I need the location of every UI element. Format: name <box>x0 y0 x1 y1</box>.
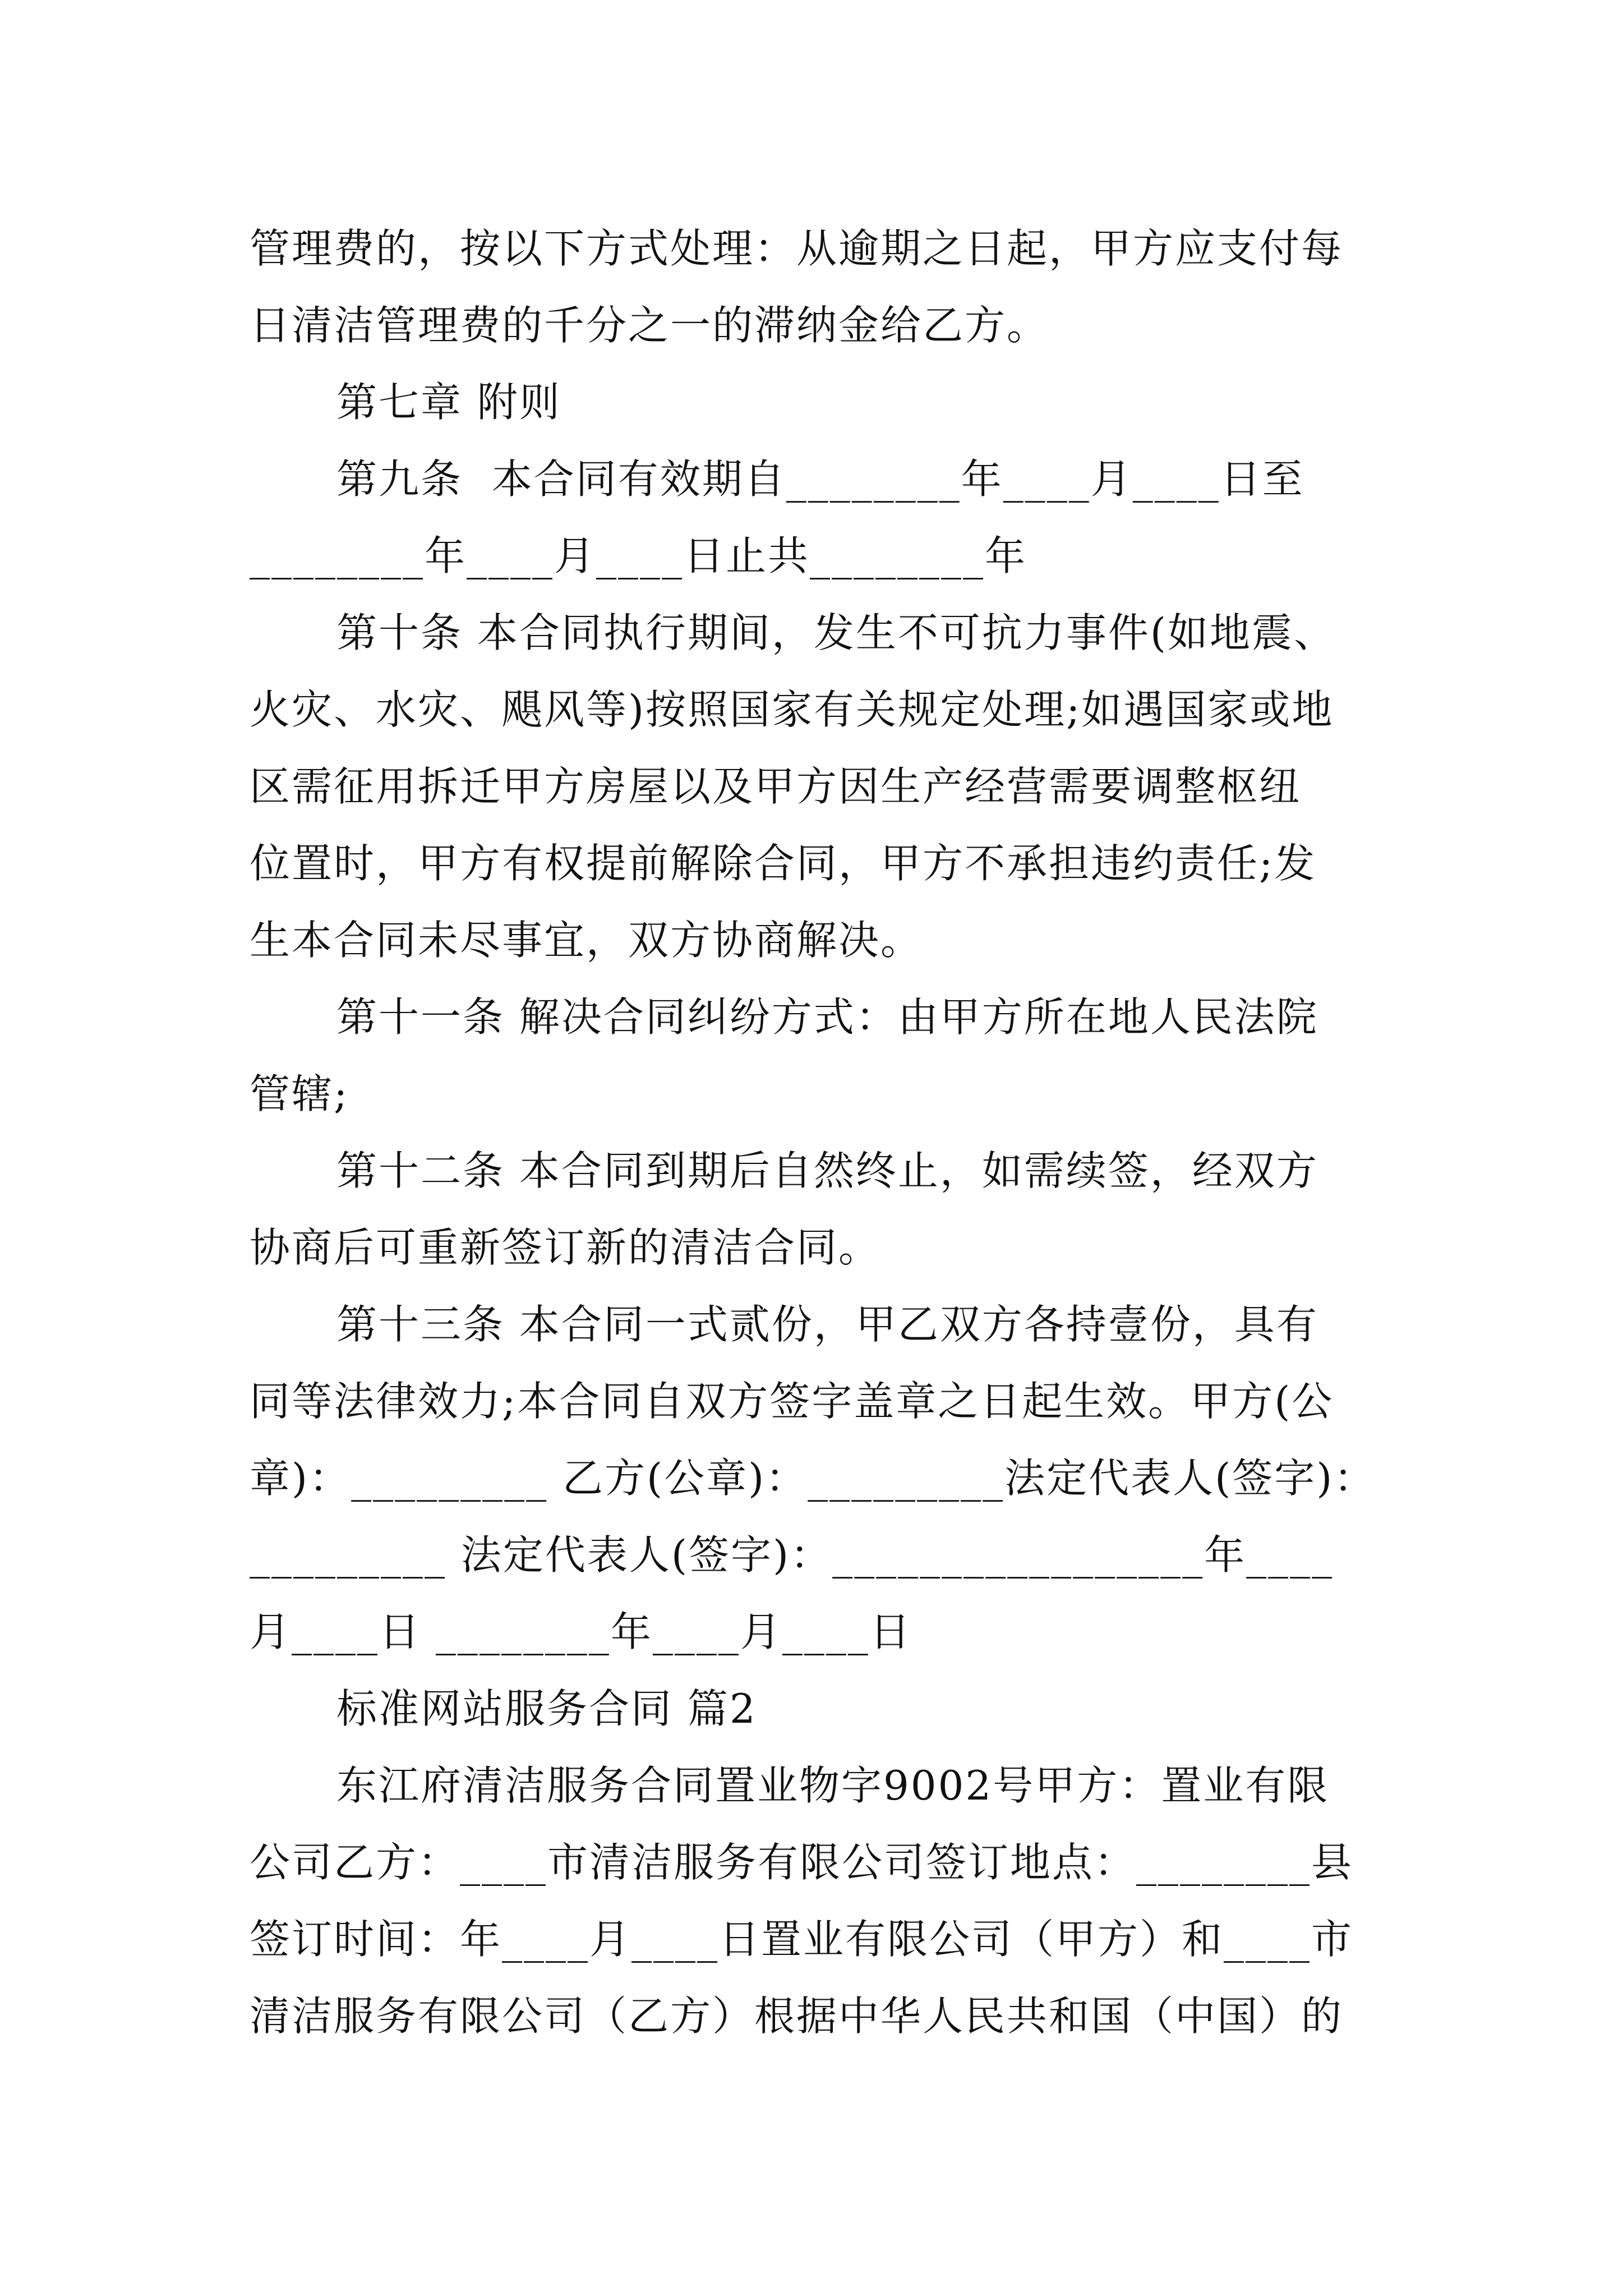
text-line: ________年____月____日止共________年 <box>250 532 1027 579</box>
section-heading: 标准网站服务合同 篇2 <box>336 1685 757 1732</box>
signature-line: 章)：_________ 乙方(公章)：_________法定代表人(签字)： <box>250 1455 1376 1502</box>
text-line: 管理费的，按以下方式处理：从逾期之日起，甲方应支付每 <box>250 225 1344 272</box>
text-line: 第九条 本合同有效期自________年____月____日至 <box>336 455 1304 503</box>
text-line: 生本合同未尽事宜，双方协商解决。 <box>250 917 923 964</box>
text-line: 同等法律效力;本合同自双方签字盖章之日起生效。甲方(公 <box>250 1378 1334 1425</box>
text-line: 协商后可重新签订新的清洁合同。 <box>250 1224 881 1271</box>
text-line: 日清洁管理费的千分之一的滞纳金给乙方。 <box>250 302 1049 349</box>
text-line: 位置时，甲方有权提前解除合同，甲方不承担违约责任;发 <box>250 840 1317 887</box>
text-line: 第十一条 解决合同纠纷方式：由甲方所在地人民法院 <box>336 993 1318 1041</box>
date-line: 月____日 ________年____月____日 <box>250 1608 912 1655</box>
signature-line: _________ 法定代表人(签字)：_________________年____ <box>250 1531 1334 1579</box>
text-line: 第十条 本合同执行期间，发生不可抗力事件(如地震、 <box>336 609 1336 656</box>
contract-text <box>250 210 1388 2055</box>
text-line: 清洁服务有限公司（乙方）根据中华人民共和国（中国）的 <box>250 1993 1344 2040</box>
text-line: 管辖; <box>250 1070 349 1117</box>
text-line: 第十三条 本合同一式贰份，甲乙双方各持壹份，具有 <box>336 1301 1318 1348</box>
text-line: 公司乙方：____市清洁服务有限公司签订地点：________县 <box>250 1839 1354 1886</box>
text-line: 东江府清洁服务合同置业物字9002号甲方：置业有限 <box>336 1762 1330 1809</box>
text-line: 签订时间：年____月____日置业有限公司（甲方）和____市 <box>250 1916 1354 1963</box>
text-line: 第十二条 本合同到期后自然终止，如需续签，经双方 <box>336 1147 1318 1194</box>
chapter-heading: 第七章 附则 <box>336 379 561 426</box>
text-line: 区需征用拆迁甲方房屋以及甲方因生产经营需要调整枢纽 <box>250 763 1302 810</box>
text-line: 火灾、水灾、飓风等)按照国家有关规定处理;如遇国家或地 <box>250 686 1334 733</box>
